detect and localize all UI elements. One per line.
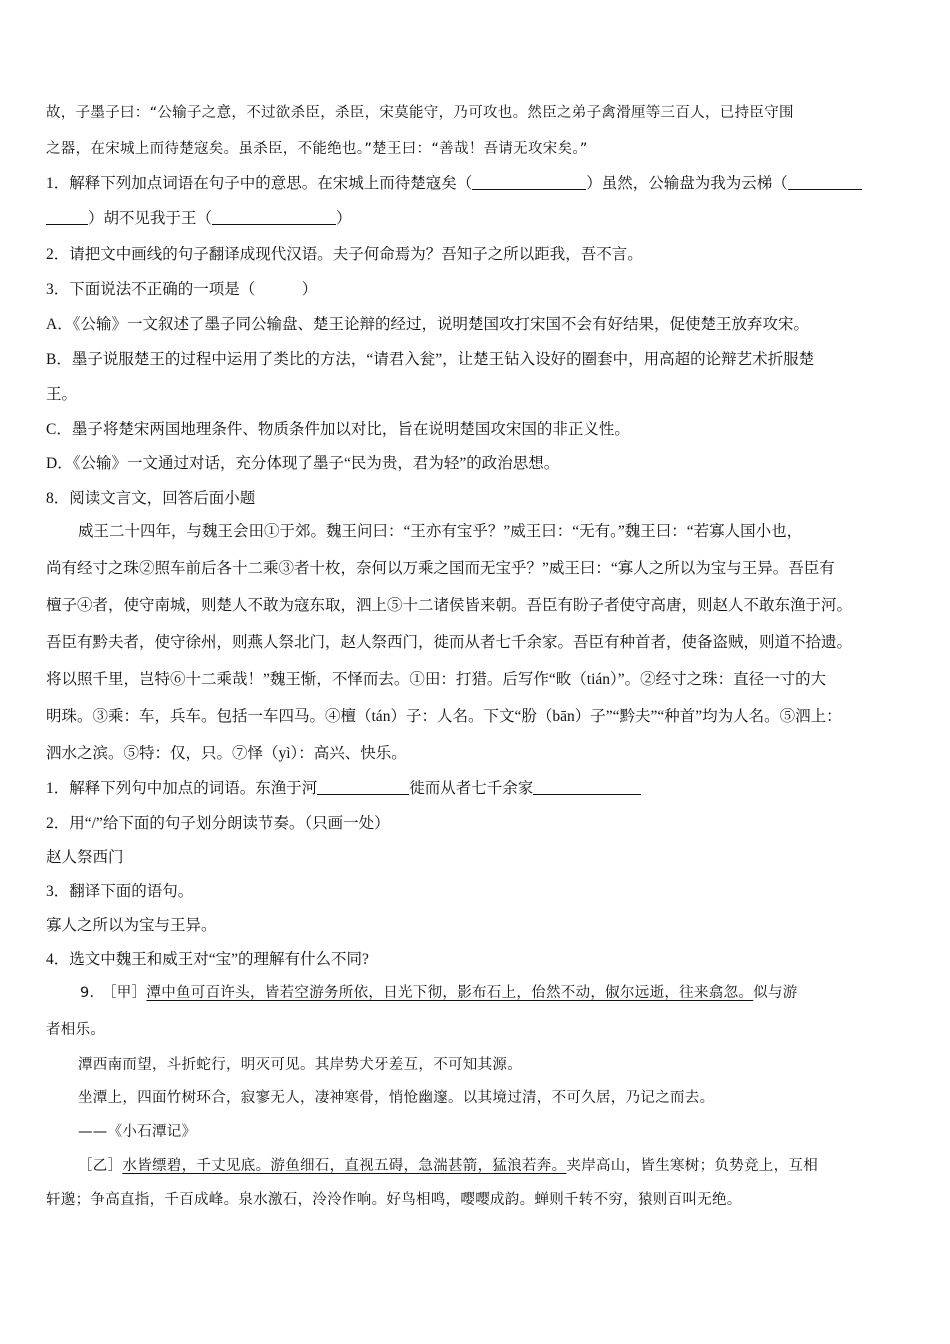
passage-9-source: ——《小石潭记》	[78, 1124, 197, 1140]
question-9-jia-line-1	[80, 982, 906, 1004]
question-1-line-1	[46, 173, 906, 195]
passage-8-line-3: 檀子④者，使守南城，则楚人不敢为寇东取，泗上⑤十二诸侯皆来朝。吾臣有盼子者使守高唐，则赵人不敢东渔于河。	[46, 597, 853, 614]
passage-9-paragraph-3: 坐潭上，四面竹树环合，寂寥无人，凄神寒骨，悄怆幽邃。以其境过清，不可久居，乃记之而去。	[78, 1090, 715, 1106]
question-1-text-a: 1．解释下列加点词语在句子中的意思。在宋城上而待楚寇矣（	[46, 175, 473, 192]
question-8-1-text-a: 1．解释下列句中加点的词语。东渔于河	[46, 780, 318, 797]
question-8-1-text-b: 徙而从者七千余家	[409, 780, 534, 797]
passage-line-1: 故，子墨子曰：“公输子之意，不过欲杀臣，杀臣，宋莫能守，乃可攻也。然臣之弟子禽滑厘等三百人，已持臣守围	[46, 105, 794, 121]
passage-8-notes-line-2: 泗水之滨。⑤特：仅，只。⑦怿（yì）：高兴、快乐。	[46, 745, 407, 762]
answer-blank-2-part-1[interactable]	[788, 174, 862, 190]
question-8-3-sentence: 寡人之所以为宝与王异。	[46, 917, 217, 934]
passage-8-line-2: 尚有经寸之珠②照车前后各十二乘③者十枚，奈何以万乘之国而无宝乎？”威王曰：“寡人之所以为宝与王异。吾臣有	[46, 560, 835, 577]
question-1-text-c: ）胡不见我于王（	[88, 210, 213, 227]
answer-blank-5[interactable]	[533, 779, 641, 795]
question-8-4: 4．选文中魏王和威王对“宝”的理解有什么不同?	[46, 951, 369, 968]
underlined-sentence-jia: 潭中鱼可百许头，皆若空游务所依，日光下彻，影布石上，佁然不动，俶尔远逝，往来翕忽。	[146, 985, 754, 1001]
question-9-label: 9. ［甲］	[80, 985, 147, 1001]
underlined-sentence-yi: 水皆缥碧，千丈见底。游鱼细石，直视五碍，急湍甚箭，猛浪若奔。	[122, 1158, 567, 1174]
passage-line-2: 之器，在宋城上而待楚寇矣。虽杀臣，不能绝也。”楚王曰：“善哉！吾请无攻宋矣。”	[46, 141, 588, 157]
question-8-2: 2．用“/”给下面的句子划分朗读节奏。（只画一处）	[46, 815, 390, 832]
option-a: A．《公输》一文叙述了墨子同公输盘、楚王论辩的经过，说明楚国攻打宋国不会有好结果，促使楚王放弃攻宋。	[46, 316, 809, 333]
option-d: D．《公输》一文通过对话，充分体现了墨子“民为贵，君为轻”的政治思想。	[46, 455, 560, 472]
question-9-yi-tail: 夹岸高山，皆生寒树；负势竞上，互相	[566, 1158, 819, 1174]
answer-blank-4[interactable]	[317, 779, 409, 795]
option-b-line-2: 王。	[46, 386, 78, 403]
passage-8-line-4: 吾臣有黔夫者，使守徐州，则燕人祭北门，赵人祭西门，徙而从者七千余家。吾臣有种首者，使备盗贼，则道不拾遗。	[46, 634, 853, 651]
question-8-heading: 8．阅读文言文，回答后面小题	[46, 490, 256, 507]
answer-blank-3[interactable]	[212, 209, 336, 225]
answer-blank-2-part-2[interactable]	[46, 209, 88, 225]
question-1-text-d: ）	[336, 210, 352, 227]
question-8-1	[46, 778, 906, 800]
question-9-jia-tail: 似与游	[753, 985, 798, 1001]
passage-8-line-5: 将以照千里，岂特⑥十二乘哉！”魏王惭，不怿而去。①田：打猎。后写作“畋（tián）”。②经寸之珠：直径一寸的大	[46, 671, 827, 688]
question-9-yi-line-2: 轩邈；争高直指，千百成峰。泉水激石，泠泠作响。好鸟相鸣，嘤嘤成韵。蝉则千转不穷，猿则百叫无绝。	[46, 1192, 742, 1208]
question-2: 2．请把文中画线的句子翻译成现代汉语。夫子何命焉为？吾知子之所以距我，吾不言。	[46, 246, 643, 263]
question-1-line-2	[46, 208, 906, 230]
question-8-2-sentence: 赵人祭西门	[46, 849, 124, 866]
question-1-text-b: ）虽然，公输盘为我为云梯（	[586, 175, 788, 192]
option-b-line-1: B．墨子说服楚王的过程中运用了类比的方法，“请君入瓮”，让楚王钻入设好的圈套中，用高超的论辩艺术折服楚	[46, 351, 815, 368]
option-c: C．墨子将楚宋两国地理条件、物质条件加以对比，旨在说明楚国攻宋国的非正义性。	[46, 421, 630, 438]
passage-9-paragraph-2: 潭西南而望，斗折蛇行，明灭可见。其岸势犬牙差互，不可知其源。	[78, 1057, 522, 1073]
question-3: 3．下面说法不正确的一项是（ ）	[46, 281, 318, 298]
question-9-jia-line-2: 者相乐。	[46, 1022, 106, 1038]
yi-label: ［乙］	[78, 1158, 123, 1174]
passage-8-notes-line-1: 明珠。③乘：车，兵车。包括一车四马。④檀（tán）子：人名。下文“肦（bān）子”“黔夫”“种首”均为人名。⑤泗上：	[46, 708, 842, 725]
question-8-3: 3．翻译下面的语句。	[46, 883, 194, 900]
answer-blank-1[interactable]	[472, 174, 586, 190]
passage-8-line-1: 威王二十四年，与魏王会田①于郊。魏王问曰：“王亦有宝乎？”威王曰：“无有。”魏王曰：“若寡人国小也，	[78, 523, 803, 540]
question-9-yi-line-1	[78, 1155, 906, 1177]
